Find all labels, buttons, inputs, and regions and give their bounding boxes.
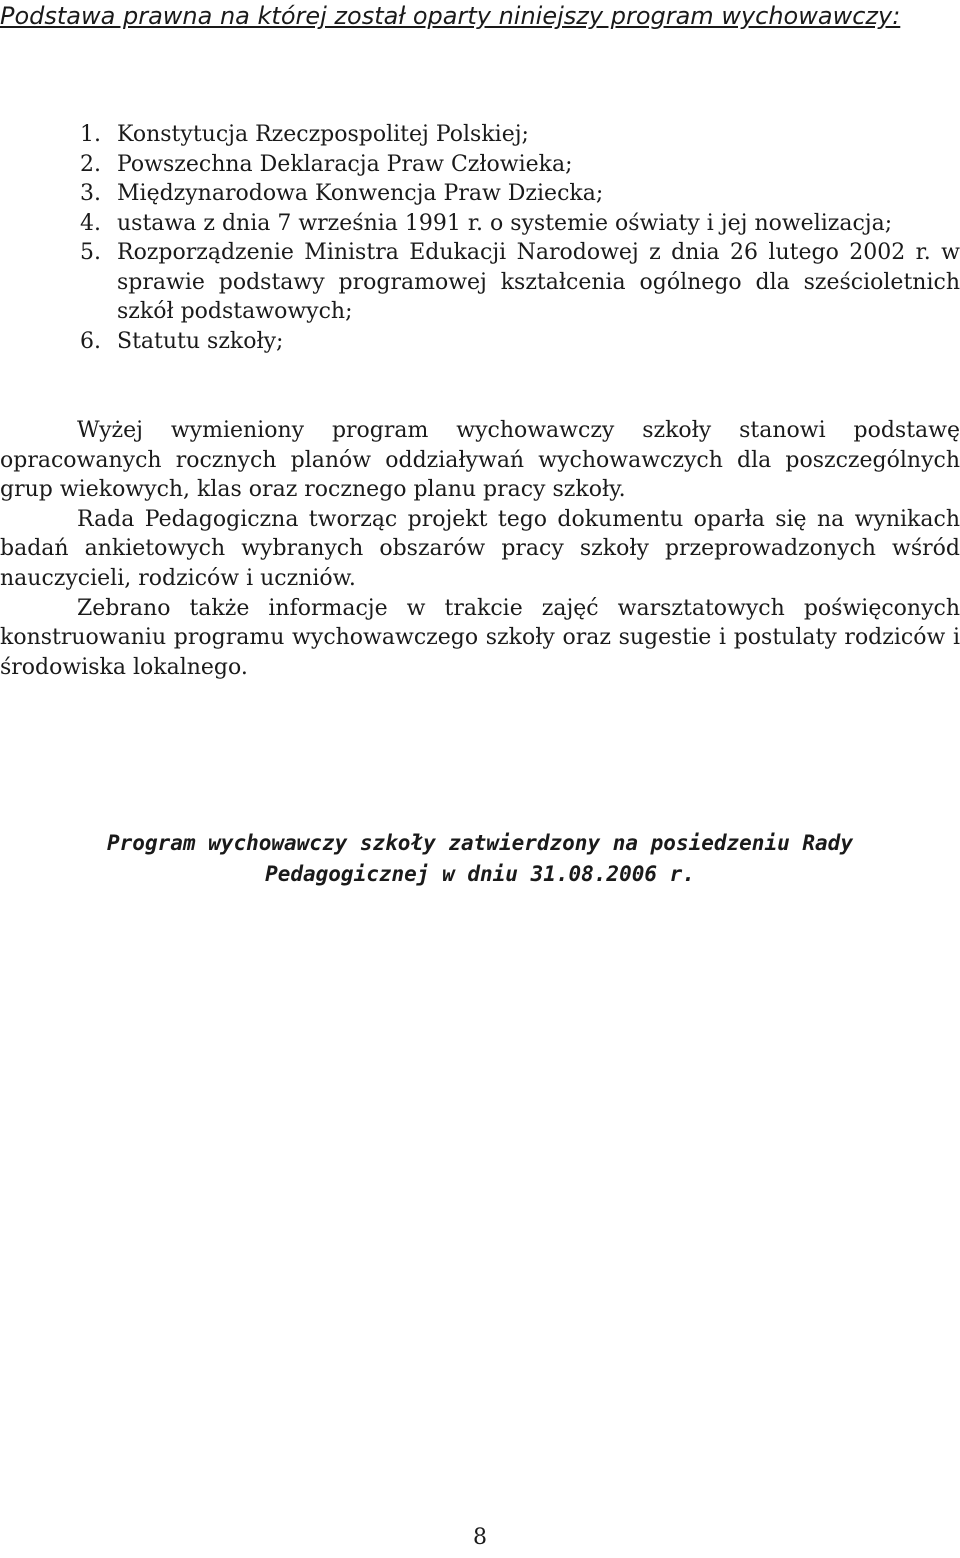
paragraph: Zebrano także informacje w trakcie zajęć warsztatowych poświęconych konstruowaniu programu wychowawczego szkoły oraz sugestie i postulaty rodziców i środowiska lokalnego. [0,595,960,680]
legal-basis-heading: Podstawa prawna na której został oparty niniejszy program wychowawczy: [0,2,901,30]
list-item-number: 1. [80,122,101,147]
list-item-number: 3. [80,181,101,206]
approval-note-line: Program wychowawczy szkoły zatwierdzony na posiedzeniu Rady [107,831,853,855]
list-item [80,238,960,327]
list-item [80,150,960,180]
list-item-number: 2. [80,151,101,177]
list-item-text: Konstytucja Rzeczpospolitej Polskiej; [117,122,529,147]
list-item-text: Rozporządzenie Ministra Edukacji Narodowej z dnia 26 lutego 2002 r. w sprawie podstawy programowej kształcenia ogólnego dla sześcioletnich szkół podstawowych; [117,240,960,324]
list-item-number: 6. [80,328,101,354]
paragraph: Rada Pedagogiczna tworząc projekt tego dokumentu oparła się na wynikach badań ankietowych wybranych obszarów pracy szkoły przeprowadzonych wśród nauczycieli, rodziców i uczniów. [0,506,960,591]
list-item-text: ustawa z dnia 7 września 1991 r. o systemie oświaty i jej nowelizacja; [117,210,893,236]
paragraph: Wyżej wymieniony program wychowawczy szkoły stanowi podstawę opracowanych rocznych planów oddziaływań wychowawczych dla poszczególnych grup wiekowych, klas oraz rocznego planu pracy szkoły. [0,418,960,503]
list-item-text: Statutu szkoły; [117,328,284,354]
list-item-number: 4. [80,210,101,236]
list-item [80,179,960,209]
list-item [80,120,960,150]
approval-note [0,828,960,890]
list-item-text: Powszechna Deklaracja Praw Człowieka; [117,151,573,177]
body-text [0,416,960,682]
list-item-number: 5. [80,240,101,265]
list-item [80,327,960,357]
legal-basis-list [80,120,960,356]
list-item [80,209,960,239]
page-number: 8 [473,1525,487,1550]
list-item-text: Międzynarodowa Konwencja Praw Dziecka; [117,181,604,206]
approval-note-line: Pedagogicznej w dniu 31.08.2006 r. [265,862,695,886]
